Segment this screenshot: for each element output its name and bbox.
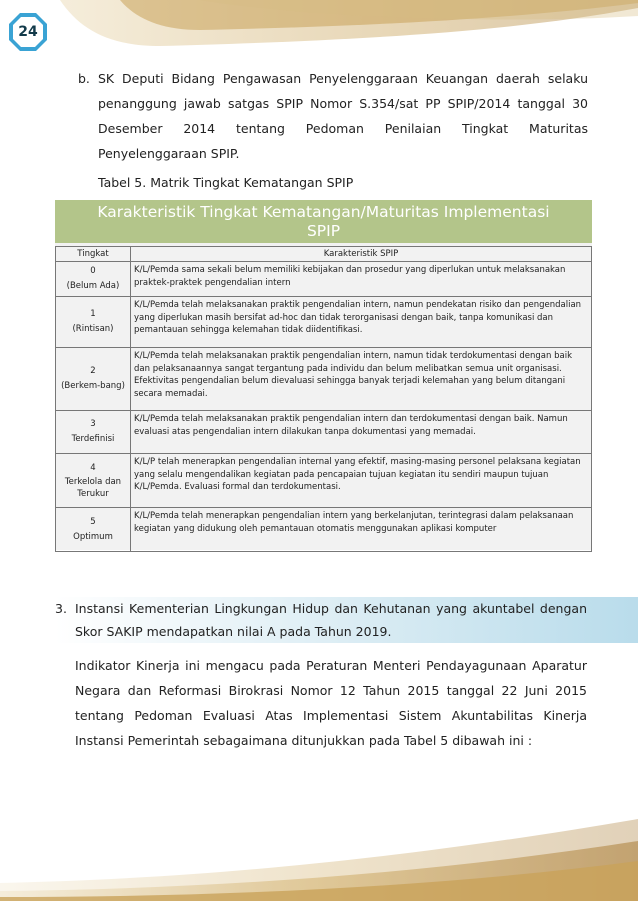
level-cell: 2 (Berkem-bang) [56, 348, 131, 411]
list-item-b [78, 66, 588, 166]
maturity-table-box [55, 200, 592, 550]
list-marker: b. [78, 71, 90, 86]
level-cell: 1 (Rintisan) [56, 297, 131, 348]
level-cell: 0 (Belum Ada) [56, 262, 131, 297]
description-cell: K/L/Pemda telah menerapkan pengendalian intern yang berkelanjutan, terintegrasi dalam pelaksanaan kegiatan yang didukung oleh pemantauan otomatis menggunakan aplikasi komputer [131, 508, 592, 552]
page-number-badge [8, 12, 48, 52]
gold-wave-footer [0, 791, 638, 901]
table-row [56, 348, 592, 411]
page-number: 24 [18, 24, 38, 40]
table-row [56, 508, 592, 552]
description-cell: K/L/P telah menerapkan pengendalian internal yang efektif, masing-masing personel pelaksana kegiatan yang selalu mengendalikan kegiatan pada pencapaian tujuan kegiatan itu sendiri maupun tujuan K/L/Pemda. Evaluasi formal dan terdokumentasi. [131, 454, 592, 508]
column-header-tingkat: Tingkat [56, 247, 131, 262]
column-header-karakteristik: Karakteristik SPIP [131, 247, 592, 262]
table-row [56, 411, 592, 454]
list-item-text: SK Deputi Bidang Pengawasan Penyelenggaraan Keuangan daerah selaku penanggung jawab satgas SPIP Nomor S.354/sat PP SPIP/2014 tanggal 30 Desember 2014 tentang Pedoman Penilaian Tingkat Maturitas Penyelenggaraan SPIP. [98, 71, 588, 161]
table-title: Karakteristik Tingkat Kematangan/Maturitas Implementasi SPIP [55, 200, 592, 243]
maturity-table [55, 246, 592, 552]
level-cell: 4 Terkelola dan Terukur [56, 454, 131, 508]
table-row [56, 297, 592, 348]
list-marker: 3. [55, 601, 67, 616]
description-cell: K/L/Pemda telah melaksanakan praktik pengendalian intern, namun tidak terdokumentasi dengan baik dan pelaksanaannya sangat tergantung pada individu dan belum melibatkan semua unit organisasi. Efektivitas pengendalian belum dievaluasi sehingga banyak terjadi kelemahan yang belum ditangani secara memadai. [131, 348, 592, 411]
description-cell: K/L/Pemda sama sekali belum memiliki kebijakan dan prosedur yang diperlukan untuk melaksanakan praktek-praktek pengendalian intern [131, 262, 592, 297]
table-header-row [56, 247, 592, 262]
table-row [56, 454, 592, 508]
list-item-text: Instansi Kementerian Lingkungan Hidup dan Kehutanan yang akuntabel dengan Skor SAKIP mendapatkan nilai A pada Tahun 2019. [75, 601, 587, 639]
description-cell: K/L/Pemda telah melaksanakan praktik pengendalian intern, namun pendekatan risiko dan pengendalian yang diperlukan masih bersifat ad-hoc dan tidak terorganisasi dengan baik, tanpa komunikasi dan pemantauan sehingga kelemahan tidak diidentifikasi. [131, 297, 592, 348]
level-cell: 3 Terdefinisi [56, 411, 131, 454]
level-cell: 5 Optimum [56, 508, 131, 552]
list-item-3 [55, 597, 587, 643]
gold-wave-header [0, 0, 638, 70]
table-caption: Tabel 5. Matrik Tingkat Kematangan SPIP [98, 175, 354, 190]
body-paragraph: Indikator Kinerja ini mengacu pada Peraturan Menteri Pendayagunaan Aparatur Negara dan Reformasi Birokrasi Nomor 12 Tahun 2015 tanggal 22 Juni 2015 tentang Pedoman Evaluasi Atas Implementasi Sistem Akuntabilitas Kinerja Instansi Pemerintah sebagaimana ditunjukkan pada Tabel 5 dibawah ini : [75, 658, 587, 748]
table-row [56, 262, 592, 297]
description-cell: K/L/Pemda telah melaksanakan praktik pengendalian intern dan terdokumentasi dengan baik. Namun evaluasi atas pengendalian intern dilakukan tanpa dokumentasi yang memadai. [131, 411, 592, 454]
